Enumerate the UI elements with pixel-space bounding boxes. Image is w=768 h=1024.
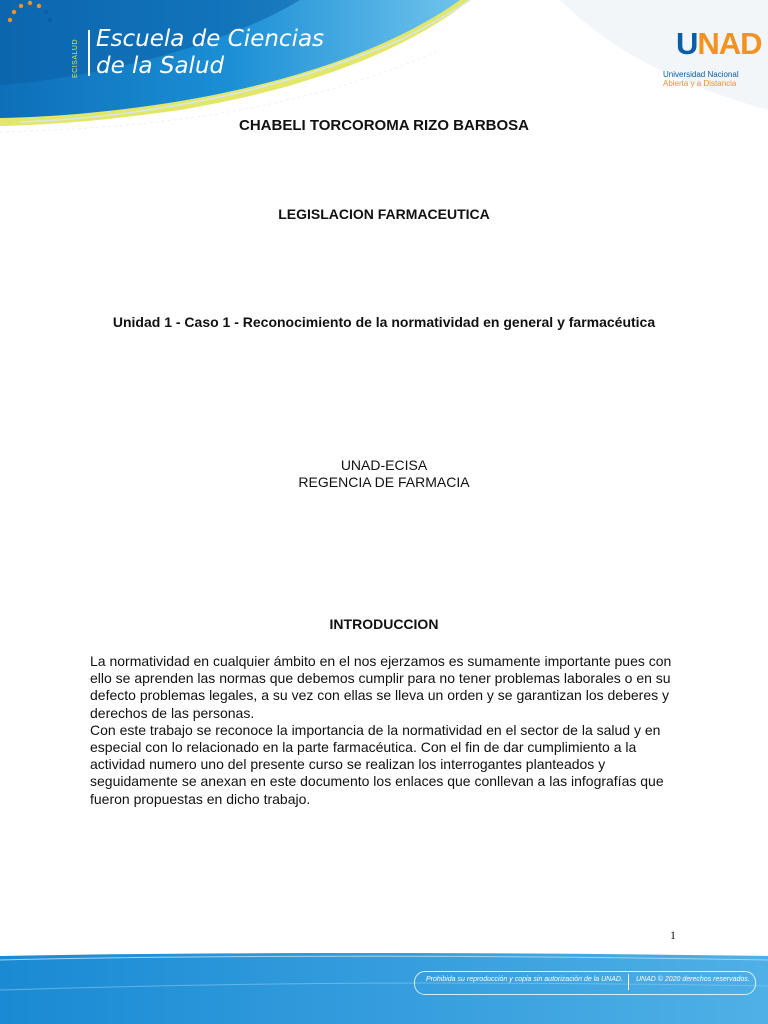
course-subject: LEGISLACION FARMACEUTICA bbox=[278, 206, 490, 222]
institution-block bbox=[0, 457, 768, 491]
footer-notice: Prohibida su reproducción y copia sin autorización de la UNAD. bbox=[426, 976, 623, 983]
footer-copyright: UNAD © 2020 derechos reservados. bbox=[636, 976, 750, 983]
footer-notice-pill bbox=[414, 971, 756, 995]
logo-u: U bbox=[676, 26, 698, 61]
unit-title: Unidad 1 - Caso 1 - Reconocimiento de la normatividad en general y farmacéutica bbox=[112, 314, 656, 330]
intro-paragraph-1: La normatividad en cualquier ámbito en el nos ejerzamos es sumamente importante pues con ello se aprenden las normas que debemos cumplir para no tener problemas laborales o en su defecto problemas legales, a su vez con ellas se lleva un orden y se garantizan los deberes y derechos de las personas. bbox=[90, 653, 672, 721]
school-title bbox=[96, 26, 324, 80]
logo-subtitle-2: Abierta y a Distancia bbox=[663, 79, 737, 88]
institution-line-1: UNAD-ECISA bbox=[340, 457, 428, 473]
school-title-line1: Escuela de Ciencias bbox=[96, 26, 325, 52]
school-title-line2: de la Salud bbox=[96, 53, 225, 79]
unad-logo-dots bbox=[0, 0, 90, 70]
logo-subtitle-1: Universidad Nacional bbox=[663, 70, 739, 79]
intro-paragraph-2: Con este trabajo se reconoce la importancia de la normatividad en el sector de la salud y en especial con lo relacionado en la parte farmacéutica. Con el fin de dar cumplimiento a la actividad numero uno del presente curso se realizan los interrogantes planteados y seguidamente se anexan en este documento los enlaces que conllevan a las infografías que fueron propuestas en dicho trabajo. bbox=[90, 721, 664, 807]
logo-nad: NAD bbox=[697, 26, 762, 61]
institution-line-2: REGENCIA DE FARMACIA bbox=[298, 474, 470, 490]
author-name: CHABELI TORCOROMA RIZO BARBOSA bbox=[239, 117, 529, 134]
intro-heading: INTRODUCCION bbox=[329, 616, 439, 632]
footer-divider bbox=[628, 974, 629, 990]
page-number: 1 bbox=[670, 928, 676, 942]
intro-body bbox=[90, 653, 690, 808]
brand-vertical-label: ECISALUD bbox=[72, 38, 79, 78]
unad-logo bbox=[676, 26, 762, 62]
